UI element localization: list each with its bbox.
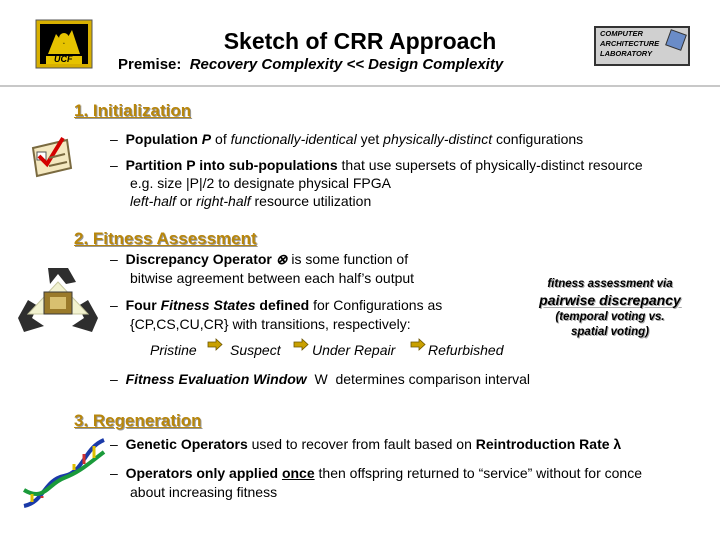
- fitness-note-line2: pairwise discrepancy: [539, 292, 681, 308]
- premise-text: Recovery Complexity << Design Complexity: [189, 56, 504, 73]
- lab-logo-line1: COMPUTER: [600, 29, 643, 38]
- header-rule: [0, 85, 720, 87]
- state-suspect: Suspect: [230, 342, 281, 358]
- section-fitness-heading: 2. Fitness Assessment: [74, 229, 257, 248]
- transition-arrow-icon: [207, 338, 223, 351]
- fitness-bullet-2: – Four Fitness States defined for Configurations as: [110, 297, 443, 313]
- lab-logo: [594, 26, 690, 66]
- transition-arrow-icon: [293, 338, 309, 351]
- fitness-bullet-1-line2: bitwise agreement between each half’s output: [130, 270, 415, 286]
- fitness-states-row: [150, 342, 197, 359]
- ucf-logo-text: UCF: [54, 54, 73, 64]
- dna-icon: [18, 432, 110, 519]
- regen-bullet-2: – Operators only applied once then offspring returned to “service” without for conce: [110, 465, 642, 481]
- lab-logo-line2: ARCHITECTURE: [600, 39, 660, 48]
- init-bullet-1: – Population P of functionally-identical yet physically-distinct configurations: [110, 131, 584, 147]
- transition-arrow-icon: [410, 338, 426, 351]
- init-bullet-2: – Partition P into sub-populations that use supersets of physically-distinct resource: [110, 157, 643, 173]
- fitness-note-line1: fitness assessment via: [547, 278, 673, 290]
- state-under-repair: Under Repair: [312, 342, 396, 358]
- fitness-note-line3: (temporal voting vs.: [555, 311, 665, 323]
- fitness-note-line4: spatial voting): [571, 326, 649, 338]
- page-title: Sketch of CRR Approach: [223, 28, 497, 54]
- premise-label: Premise:: [118, 56, 182, 73]
- checklist-icon: [27, 134, 77, 183]
- fitness-bullet-3: – Fitness Evaluation Window W determines comparison interval: [110, 371, 531, 387]
- init-bullet-2-line3: left-half or right-half resource utilization: [130, 193, 372, 209]
- regen-bullet-2-line2: about increasing fitness: [130, 484, 278, 500]
- ucf-logo: [26, 18, 102, 70]
- lab-logo-line3: LABORATORY: [600, 49, 653, 58]
- section-regeneration-heading: 3. Regeneration: [74, 411, 202, 430]
- premise-line: [118, 56, 503, 73]
- state-refurbished: Refurbished: [428, 342, 504, 358]
- fitness-bullet-1: – Discrepancy Operator ⊗ is some function of: [110, 251, 409, 267]
- state-pristine: Pristine: [150, 342, 197, 358]
- recycle-chip-icon: [10, 262, 106, 349]
- section-initialization-heading: 1. Initialization: [74, 101, 192, 120]
- fitness-bullet-2-line2: {CP,CS,CU,CR} with transitions, respectively:: [130, 316, 411, 332]
- init-bullet-2-line2: e.g. size |P|/2 to designate physical FPGA: [130, 175, 391, 191]
- regen-bullet-1: – Genetic Operators used to recover from fault based on Reintroduction Rate λ: [110, 436, 622, 452]
